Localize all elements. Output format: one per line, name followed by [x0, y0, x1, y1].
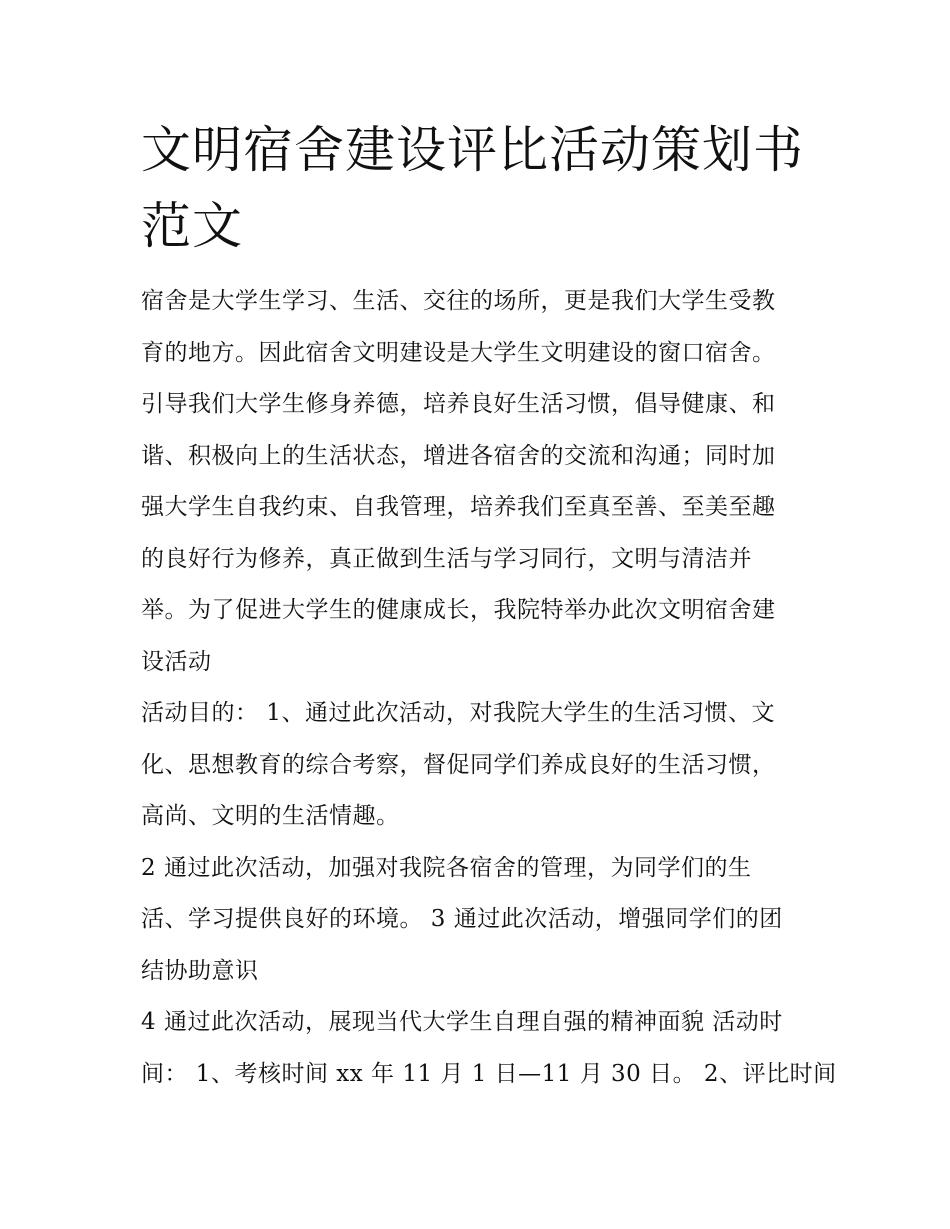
body-line: 举。为了促进大学生的健康成长，我院特举办此次文明宿舍建	[141, 597, 776, 623]
body-line: 结协助意识	[141, 957, 259, 984]
body-line: 育的地方。因此宿舍文明建设是大学生文明建设的窗口宿舍。	[141, 339, 776, 366]
document-body	[141, 276, 837, 1100]
body-line: 谐、积极向上的生活状态，增进各宿舍的交流和沟通；同时加	[141, 442, 776, 469]
body-line: 化、思想教育的综合考察，督促同学们养成良好的生活习惯，	[141, 751, 776, 778]
body-line: 设活动	[141, 648, 212, 675]
document-title	[141, 112, 821, 264]
body-line: 引导我们大学生修身养德，培养良好生活习惯，倡导健康、和	[141, 391, 776, 417]
body-line: 强大学生自我约束、自我管理，培养我们至真至善、至美至趣	[141, 494, 776, 520]
title-line: 范文	[141, 197, 243, 255]
body-line: 宿舍是大学生学习、生活、交往的场所，更是我们大学生受教	[141, 288, 776, 314]
body-line: 高尚、文明的生活情趣。	[141, 803, 400, 829]
body-line: 的良好行为修养，真正做到生活与学习同行，文明与清洁并	[141, 545, 752, 572]
body-line: 4 通过此次活动，展现当代大学生自理自强的精神面貌 活动时	[141, 1009, 783, 1035]
title-line: 文明宿舍建设评比活动策划书	[141, 121, 804, 179]
body-line: 间： 1、考核时间 xx 年 11 月 1 日—11 月 30 日。 2、评比时间	[141, 1060, 837, 1087]
body-line: 2 通过此次活动，加强对我院各宿舍的管理，为同学们的生	[141, 854, 752, 881]
body-line: 活动目的： 1、通过此次活动，对我院大学生的生活习惯、文	[141, 700, 775, 726]
body-line: 活、学习提供良好的环境。 3 通过此次活动，增强同学们的团	[141, 906, 783, 932]
